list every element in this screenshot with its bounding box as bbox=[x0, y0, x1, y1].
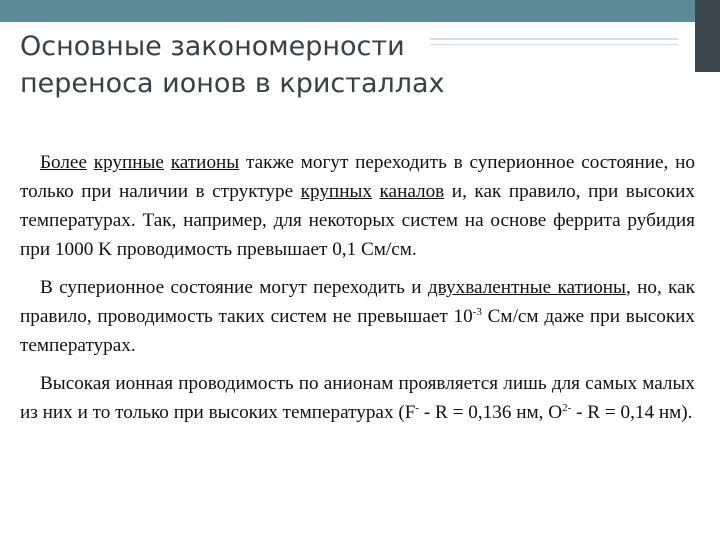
text-segment: также могут переходить в суперионное состояние, но только при наличии в структуре bbox=[20, 152, 695, 202]
slide-title-line-2: переноса ионов в кристаллах bbox=[20, 68, 445, 99]
paragraph-large-cations bbox=[20, 148, 695, 264]
text-segment: крупных bbox=[300, 181, 372, 202]
header-band bbox=[0, 0, 720, 22]
text-segment: - R = 0,14 нм). bbox=[571, 402, 693, 423]
text-segment: двухвалентные катионы bbox=[427, 277, 626, 298]
title-rule-thick bbox=[428, 38, 678, 40]
text-segment bbox=[372, 181, 380, 202]
text-segment bbox=[87, 152, 94, 173]
header-accent-block bbox=[695, 0, 720, 72]
slide-title bbox=[20, 28, 445, 102]
text-segment: См/см даже при высоких температурах. bbox=[20, 306, 696, 356]
slide-title-line-1: Основные закономерности bbox=[20, 31, 405, 62]
text-segment: крупные bbox=[93, 152, 164, 173]
text-segment: катионы bbox=[170, 152, 240, 173]
text-segment: каналов bbox=[379, 181, 445, 202]
text-segment: Высокая ионная проводимость по анионам проявляется лишь для самых малых из них и то только при высоких температурах (F bbox=[20, 373, 695, 423]
superscript: 2- bbox=[562, 402, 572, 414]
text-segment bbox=[164, 152, 171, 173]
text-segment: Более bbox=[40, 152, 87, 173]
paragraph-anion-conductivity bbox=[20, 369, 695, 427]
text-segment: и, как правило, при высоких температурах. Так, например, для некоторых систем на основе феррита рубидия при 1000 K проводимость превышает 0,1 См/см. bbox=[20, 181, 696, 260]
paragraph-divalent-cations bbox=[20, 273, 695, 360]
text-segment: , но, как правило, проводимость таких систем не превышает 10 bbox=[20, 277, 696, 327]
superscript: -3 bbox=[472, 306, 482, 318]
superscript: - bbox=[415, 402, 420, 414]
text-segment: - R = 0,136 нм, O bbox=[419, 402, 563, 423]
text-segment: В суперионное состояние могут переходить и bbox=[40, 277, 428, 298]
title-rule-thin bbox=[428, 44, 678, 45]
slide-body bbox=[20, 148, 695, 427]
